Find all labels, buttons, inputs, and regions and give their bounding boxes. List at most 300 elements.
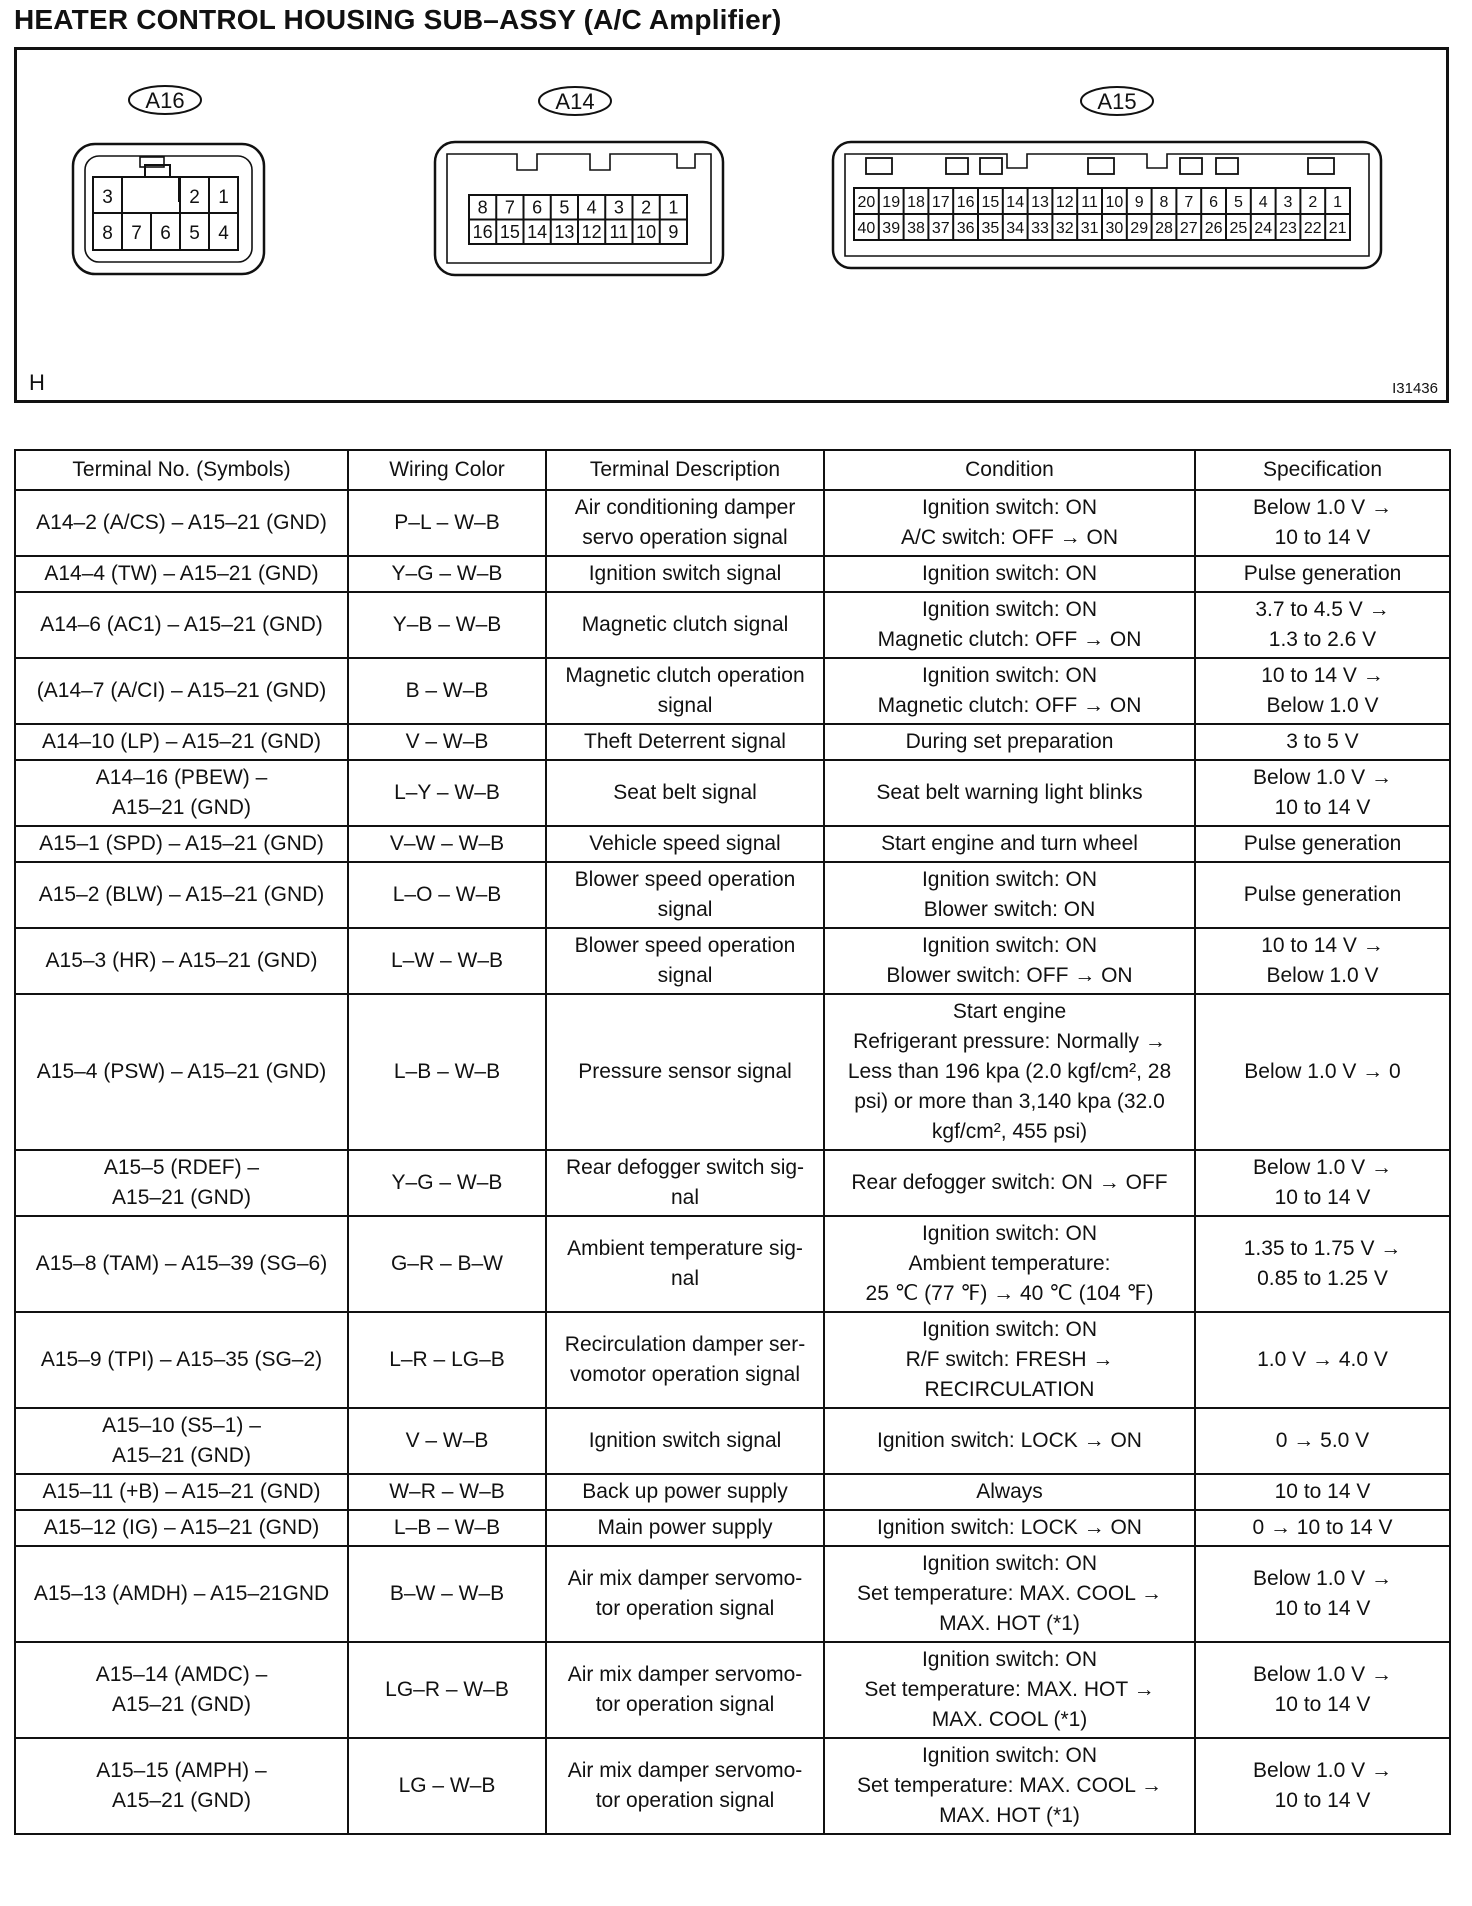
a15-pin: 37: [931, 219, 950, 237]
a15-pin: 17: [931, 193, 950, 211]
wiring-color-cell: V–W – W–B: [348, 826, 546, 862]
specification-line: 0 → 10 to 14 V: [1252, 1516, 1393, 1539]
description-line: Rear defogger switch sig-: [565, 1156, 805, 1179]
header-terminal: Terminal No. (Symbols): [15, 450, 348, 490]
a16-pin: 3: [102, 187, 113, 208]
description-cell: [546, 994, 824, 1150]
condition-cell: [824, 1642, 1195, 1738]
terminal-line: A15–21 (GND): [112, 796, 251, 819]
terminal-line: A15–15 (AMPH) –: [96, 1759, 267, 1782]
condition-line: Ignition switch: ON: [921, 934, 1098, 957]
specification-line: 10 to 14 V: [1274, 1597, 1371, 1620]
wiring-color-cell: B – W–B: [348, 658, 546, 724]
description-cell: [546, 1546, 824, 1642]
specification-line: Below 1.0 V →: [1253, 1156, 1392, 1179]
description-cell: [546, 1510, 824, 1546]
specification-line: 1.0 V → 4.0 V: [1257, 1348, 1388, 1371]
specification-line: 0.85 to 1.25 V: [1257, 1267, 1388, 1290]
condition-cell: [824, 1510, 1195, 1546]
table-row: [15, 928, 1450, 994]
terminal-line: A15–1 (SPD) – A15–21 (GND): [39, 832, 324, 855]
terminal-table: [14, 449, 1451, 1835]
header-condition: Condition: [824, 450, 1195, 490]
description-line: Blower speed operation: [574, 868, 796, 891]
a14-pin: 16: [472, 222, 493, 243]
table-row: [15, 862, 1450, 928]
condition-line: A/C switch: OFF → ON: [900, 526, 1118, 549]
a14-pin: 6: [532, 197, 543, 218]
a15-pin: 7: [1184, 193, 1194, 211]
terminal-cell: [15, 1150, 348, 1216]
terminal-line: A15–2 (BLW) – A15–21 (GND): [38, 883, 325, 906]
condition-line: Ignition switch: ON: [921, 1552, 1098, 1575]
a15-pin: 6: [1209, 193, 1219, 211]
terminal-cell: [15, 994, 348, 1150]
terminal-line: A15–12 (IG) – A15–21 (GND): [43, 1516, 320, 1539]
condition-line: Ignition switch: LOCK → ON: [877, 1516, 1142, 1539]
wiring-color-cell: Y–B – W–B: [348, 592, 546, 658]
a15-pin: 12: [1055, 193, 1074, 211]
a15-pin: 27: [1179, 219, 1198, 237]
condition-line: Refrigerant pressure: Normally →: [853, 1030, 1166, 1053]
description-cell: [546, 862, 824, 928]
a16-pin: 7: [131, 223, 142, 244]
description-line: vomotor operation signal: [570, 1363, 800, 1386]
wiring-color-cell: Y–G – W–B: [348, 556, 546, 592]
specification-line: 0 → 5.0 V: [1275, 1429, 1370, 1452]
a14-pin: 15: [499, 222, 520, 243]
specification-cell: [1195, 994, 1450, 1150]
condition-line: Ignition switch: ON: [921, 1744, 1098, 1767]
a14-label: A14: [555, 89, 595, 114]
specification-cell: [1195, 592, 1450, 658]
description-line: Theft Deterrent signal: [584, 730, 786, 753]
a15-pin: 5: [1233, 193, 1243, 211]
header-wiring-color: Wiring Color: [348, 450, 546, 490]
wiring-color-cell: LG–R – W–B: [348, 1642, 546, 1738]
connector-diagram: [14, 47, 1449, 403]
a14-pin: 2: [641, 197, 652, 218]
table-header-row: [15, 450, 1450, 490]
condition-line: Ignition switch: ON: [921, 598, 1098, 621]
condition-line: Magnetic clutch: OFF → ON: [877, 694, 1142, 717]
condition-cell: [824, 928, 1195, 994]
description-line: Vehicle speed signal: [589, 832, 781, 855]
specification-cell: [1195, 826, 1450, 862]
condition-cell: [824, 994, 1195, 1150]
specification-line: Pulse generation: [1243, 883, 1402, 906]
description-line: Ignition switch signal: [588, 562, 782, 585]
a15-pin: 26: [1204, 219, 1223, 237]
specification-line: 3 to 5 V: [1286, 730, 1359, 753]
diagram-corner-letter: H: [29, 370, 45, 395]
terminal-cell: [15, 826, 348, 862]
terminal-cell: [15, 1510, 348, 1546]
figure-id: I31436: [1392, 380, 1438, 397]
a16-label: A16: [145, 88, 185, 113]
table-row: [15, 592, 1450, 658]
wiring-color-cell: L–W – W–B: [348, 928, 546, 994]
condition-line: Ignition switch: ON: [921, 496, 1098, 519]
specification-line: 10 to 14 V: [1274, 1693, 1371, 1716]
terminal-cell: [15, 928, 348, 994]
table-row: [15, 1474, 1450, 1510]
a15-pin: 13: [1031, 193, 1049, 211]
a16-latch-notch: [93, 165, 179, 177]
a15-pin: 33: [1031, 219, 1049, 237]
table-row: [15, 1642, 1450, 1738]
description-cell: [546, 592, 824, 658]
wiring-color-cell: L–Y – W–B: [348, 760, 546, 826]
description-line: Air conditioning damper: [574, 496, 796, 519]
specification-line: 10 to 14 V: [1274, 526, 1371, 549]
condition-line: Start engine: [952, 1000, 1067, 1023]
terminal-line: A14–4 (TW) – A15–21 (GND): [44, 562, 319, 585]
condition-cell: [824, 724, 1195, 760]
terminal-cell: [15, 1474, 348, 1510]
description-line: Seat belt signal: [613, 781, 757, 804]
condition-line: Ignition switch: ON: [921, 1318, 1098, 1341]
specification-line: 10 to 14 V →: [1261, 934, 1384, 957]
condition-line: Set temperature: MAX. COOL →: [857, 1582, 1162, 1605]
wiring-color-cell: L–B – W–B: [348, 1510, 546, 1546]
wiring-color-cell: W–R – W–B: [348, 1474, 546, 1510]
a14-pin: 5: [559, 197, 570, 218]
condition-line: Rear defogger switch: ON → OFF: [851, 1171, 1168, 1194]
specification-cell: [1195, 1150, 1450, 1216]
terminal-line: A15–14 (AMDC) –: [95, 1663, 268, 1686]
specification-cell: [1195, 1510, 1450, 1546]
terminal-cell: [15, 1216, 348, 1312]
condition-line: Start engine and turn wheel: [881, 832, 1138, 855]
specification-line: Below 1.0 V →: [1253, 1759, 1392, 1782]
condition-cell: [824, 1216, 1195, 1312]
a16-pin: 2: [189, 187, 200, 208]
table-row: [15, 1510, 1450, 1546]
wiring-color-cell: V – W–B: [348, 1408, 546, 1474]
a15-pin: 28: [1155, 219, 1173, 237]
condition-cell: [824, 658, 1195, 724]
specification-line: 1.3 to 2.6 V: [1268, 628, 1377, 651]
description-line: Recirculation damper ser-: [564, 1333, 806, 1356]
condition-line: R/F switch: FRESH →: [905, 1348, 1114, 1371]
description-line: Blower speed operation: [574, 934, 796, 957]
a15-pin: 32: [1055, 219, 1074, 237]
a15-latch-slot: [1180, 158, 1202, 174]
condition-line: psi) or more than 3,140 kpa (32.0: [854, 1090, 1165, 1113]
description-cell: [546, 1150, 824, 1216]
specification-line: Pulse generation: [1243, 562, 1402, 585]
condition-cell: [824, 826, 1195, 862]
specification-cell: [1195, 556, 1450, 592]
terminal-line: (A14–7 (A/CI) – A15–21 (GND): [36, 679, 327, 702]
specification-cell: [1195, 1312, 1450, 1408]
a15-pin: 34: [1006, 219, 1025, 237]
description-cell: [546, 490, 824, 556]
terminal-line: A15–10 (S5–1) –: [102, 1414, 261, 1437]
terminal-line: A14–2 (A/CS) – A15–21 (GND): [36, 511, 327, 534]
description-line: Pressure sensor signal: [578, 1060, 792, 1083]
a16-pin: 1: [218, 187, 229, 208]
condition-line: 25 ℃ (77 ℉) → 40 ℃ (104 ℉): [865, 1282, 1154, 1305]
specification-line: 10 to 14 V: [1274, 796, 1371, 819]
condition-cell: [824, 760, 1195, 826]
description-cell: [546, 724, 824, 760]
a15-pin: 3: [1283, 193, 1293, 211]
a15-pin: 31: [1080, 219, 1099, 237]
a15-latch-slot: [866, 158, 892, 174]
a16-inner-shell: [85, 156, 252, 262]
table-row: [15, 1216, 1450, 1312]
condition-line: Less than 196 kpa (2.0 kgf/cm², 28: [847, 1060, 1172, 1083]
wiring-color-cell: LG – W–B: [348, 1738, 546, 1834]
description-line: nal: [670, 1186, 700, 1209]
a15-pin: 40: [857, 219, 876, 237]
specification-line: Below 1.0 V: [1266, 964, 1379, 987]
description-cell: [546, 1474, 824, 1510]
table-row: [15, 658, 1450, 724]
specification-cell: [1195, 862, 1450, 928]
a15-latch-slot: [980, 158, 1002, 174]
a15-pin: 11: [1081, 193, 1098, 211]
condition-cell: [824, 592, 1195, 658]
condition-cell: [824, 1150, 1195, 1216]
description-cell: [546, 1312, 824, 1408]
a15-latch-slot: [1216, 158, 1238, 174]
specification-line: 1.35 to 1.75 V →: [1243, 1237, 1402, 1260]
condition-line: MAX. COOL (*1): [931, 1708, 1088, 1731]
wiring-color-cell: P–L – W–B: [348, 490, 546, 556]
table-row: [15, 724, 1450, 760]
description-line: Air mix damper servomo-: [567, 1663, 803, 1686]
condition-line: During set preparation: [905, 730, 1114, 753]
specification-cell: [1195, 1216, 1450, 1312]
a16-pin: 4: [218, 223, 229, 244]
terminal-line: A15–21 (GND): [112, 1789, 251, 1812]
specification-cell: [1195, 1408, 1450, 1474]
description-cell: [546, 760, 824, 826]
a15-pin: 36: [956, 219, 975, 237]
a15-pin: 4: [1258, 193, 1268, 211]
description-cell: [546, 658, 824, 724]
description-cell: [546, 556, 824, 592]
specification-cell: [1195, 1738, 1450, 1834]
terminal-line: A15–21 (GND): [112, 1693, 251, 1716]
a15-latch-slot: [1088, 158, 1114, 174]
description-line: Magnetic clutch signal: [581, 613, 789, 636]
a15-pin: 23: [1279, 219, 1297, 237]
description-line: signal: [657, 964, 713, 987]
header-description: Terminal Description: [546, 450, 824, 490]
a15-pin: 24: [1254, 219, 1273, 237]
description-line: Magnetic clutch operation: [565, 664, 805, 687]
a15-pin: 9: [1134, 193, 1144, 211]
wiring-color-cell: G–R – B–W: [348, 1216, 546, 1312]
specification-line: 10 to 14 V: [1274, 1789, 1371, 1812]
a16-pin: 8: [102, 223, 113, 244]
condition-line: Set temperature: MAX. HOT →: [864, 1678, 1155, 1701]
table-row: [15, 490, 1450, 556]
description-cell: [546, 1738, 824, 1834]
table-row: [15, 1150, 1450, 1216]
a15-latch-slot: [946, 158, 968, 174]
table-row: [15, 760, 1450, 826]
page-title: HEATER CONTROL HOUSING SUB–ASSY (A/C Amplifier): [14, 4, 782, 35]
description-cell: [546, 1216, 824, 1312]
terminal-cell: [15, 1738, 348, 1834]
terminal-cell: [15, 1408, 348, 1474]
terminal-cell: [15, 658, 348, 724]
a15-pin: 22: [1303, 219, 1322, 237]
terminal-line: A14–10 (LP) – A15–21 (GND): [42, 730, 321, 753]
table-row: [15, 1738, 1450, 1834]
table-row: [15, 1408, 1450, 1474]
table-row: [15, 994, 1450, 1150]
condition-line: Ignition switch: ON: [921, 664, 1098, 687]
connector-drawing: [17, 50, 1446, 400]
condition-line: Ignition switch: LOCK → ON: [877, 1429, 1142, 1452]
a15-pin: 29: [1130, 219, 1149, 237]
description-cell: [546, 826, 824, 862]
a15-pin: 14: [1006, 193, 1025, 211]
condition-cell: [824, 1738, 1195, 1834]
specification-cell: [1195, 724, 1450, 760]
a14-pin: 12: [581, 222, 602, 243]
condition-cell: [824, 556, 1195, 592]
terminal-cell: [15, 724, 348, 760]
a14-pin: 14: [527, 222, 548, 243]
a15-pin: 8: [1159, 193, 1169, 211]
specification-line: 10 to 14 V →: [1261, 664, 1384, 687]
terminal-line: A15–5 (RDEF) –: [103, 1156, 260, 1179]
terminal-line: A15–13 (AMDH) – A15–21GND: [33, 1582, 330, 1605]
terminal-cell: [15, 556, 348, 592]
table-row: [15, 556, 1450, 592]
condition-cell: [824, 862, 1195, 928]
description-cell: [546, 1408, 824, 1474]
specification-line: Below 1.0 V → 0: [1244, 1060, 1401, 1083]
description-line: Air mix damper servomo-: [567, 1759, 803, 1782]
terminal-line: A14–6 (AC1) – A15–21 (GND): [40, 613, 323, 636]
a14-pin: 8: [477, 197, 488, 218]
description-line: nal: [670, 1267, 700, 1290]
specification-line: Below 1.0 V: [1266, 694, 1379, 717]
header-specification: Specification: [1195, 450, 1450, 490]
table-row: [15, 1312, 1450, 1408]
terminal-cell: [15, 490, 348, 556]
a16-pin: 6: [160, 223, 171, 244]
description-line: Ignition switch signal: [588, 1429, 782, 1452]
condition-line: RECIRCULATION: [924, 1378, 1095, 1401]
description-line: Air mix damper servomo-: [567, 1567, 803, 1590]
specification-cell: [1195, 760, 1450, 826]
specification-cell: [1195, 490, 1450, 556]
a15-pin: 2: [1308, 193, 1318, 211]
specification-cell: [1195, 1642, 1450, 1738]
terminal-line: A15–21 (GND): [112, 1444, 251, 1467]
specification-line: Below 1.0 V →: [1253, 1663, 1392, 1686]
condition-cell: [824, 1474, 1195, 1510]
a15-pin: 15: [981, 193, 1000, 211]
a15-pin: 39: [882, 219, 901, 237]
wiring-color-cell: Y–G – W–B: [348, 1150, 546, 1216]
terminal-cell: [15, 1546, 348, 1642]
a15-pin: 38: [907, 219, 925, 237]
terminal-cell: [15, 862, 348, 928]
a15-label: A15: [1097, 89, 1137, 114]
specification-line: Below 1.0 V →: [1253, 1567, 1392, 1590]
condition-line: Seat belt warning light blinks: [876, 781, 1143, 804]
a14-pin: 11: [609, 222, 629, 243]
terminal-cell: [15, 1312, 348, 1408]
description-line: Main power supply: [597, 1516, 773, 1539]
a15-pin: 21: [1328, 219, 1347, 237]
a15-pin: 18: [907, 193, 925, 211]
description-line: signal: [657, 694, 713, 717]
condition-line: Ignition switch: ON: [921, 1222, 1098, 1245]
specification-cell: [1195, 928, 1450, 994]
specification-line: 3.7 to 4.5 V →: [1255, 598, 1390, 621]
wiring-color-cell: L–B – W–B: [348, 994, 546, 1150]
description-cell: [546, 1642, 824, 1738]
description-line: tor operation signal: [595, 1597, 775, 1620]
terminal-cell: [15, 592, 348, 658]
condition-line: Ignition switch: ON: [921, 562, 1098, 585]
table-row: [15, 1546, 1450, 1642]
terminal-cell: [15, 1642, 348, 1738]
condition-cell: [824, 1312, 1195, 1408]
condition-cell: [824, 1408, 1195, 1474]
terminal-line: A15–4 (PSW) – A15–21 (GND): [36, 1060, 327, 1083]
condition-line: Ignition switch: ON: [921, 868, 1098, 891]
a14-pin: 4: [586, 197, 597, 218]
terminal-line: A15–9 (TPI) – A15–35 (SG–2): [40, 1348, 323, 1371]
a15-pin: 30: [1105, 219, 1124, 237]
condition-line: MAX. HOT (*1): [939, 1804, 1080, 1827]
condition-line: Set temperature: MAX. COOL →: [857, 1774, 1162, 1797]
wiring-color-cell: L–O – W–B: [348, 862, 546, 928]
condition-cell: [824, 490, 1195, 556]
a14-pin: 9: [668, 222, 679, 243]
terminal-line: A15–11 (+B) – A15–21 (GND): [42, 1480, 321, 1503]
wiring-color-cell: V – W–B: [348, 724, 546, 760]
description-line: Ambient temperature sig-: [567, 1237, 803, 1260]
a14-pin: 3: [613, 197, 624, 218]
a15-pin: 20: [857, 193, 876, 211]
a15-latch-slot: [1308, 158, 1334, 174]
a14-pin: 1: [668, 197, 679, 218]
condition-line: Ambient temperature:: [908, 1252, 1111, 1275]
specification-line: 10 to 14 V: [1274, 1480, 1371, 1503]
description-line: servo operation signal: [582, 526, 788, 549]
specification-cell: [1195, 1474, 1450, 1510]
a16-outer-shell: [73, 144, 264, 274]
description-line: Back up power supply: [582, 1480, 788, 1503]
table-body: [15, 490, 1450, 1834]
specification-line: 10 to 14 V: [1274, 1186, 1371, 1209]
specification-cell: [1195, 1546, 1450, 1642]
condition-cell: [824, 1546, 1195, 1642]
specification-line: Pulse generation: [1243, 832, 1402, 855]
description-line: signal: [657, 898, 713, 921]
terminal-line: A15–21 (GND): [112, 1186, 251, 1209]
condition-line: MAX. HOT (*1): [939, 1612, 1080, 1635]
a15-pin: 16: [956, 193, 975, 211]
specification-line: Below 1.0 V →: [1253, 496, 1392, 519]
a15-pin: 25: [1229, 219, 1248, 237]
wiring-color-cell: B–W – W–B: [348, 1546, 546, 1642]
terminal-line: A14–16 (PBEW) –: [95, 766, 268, 789]
